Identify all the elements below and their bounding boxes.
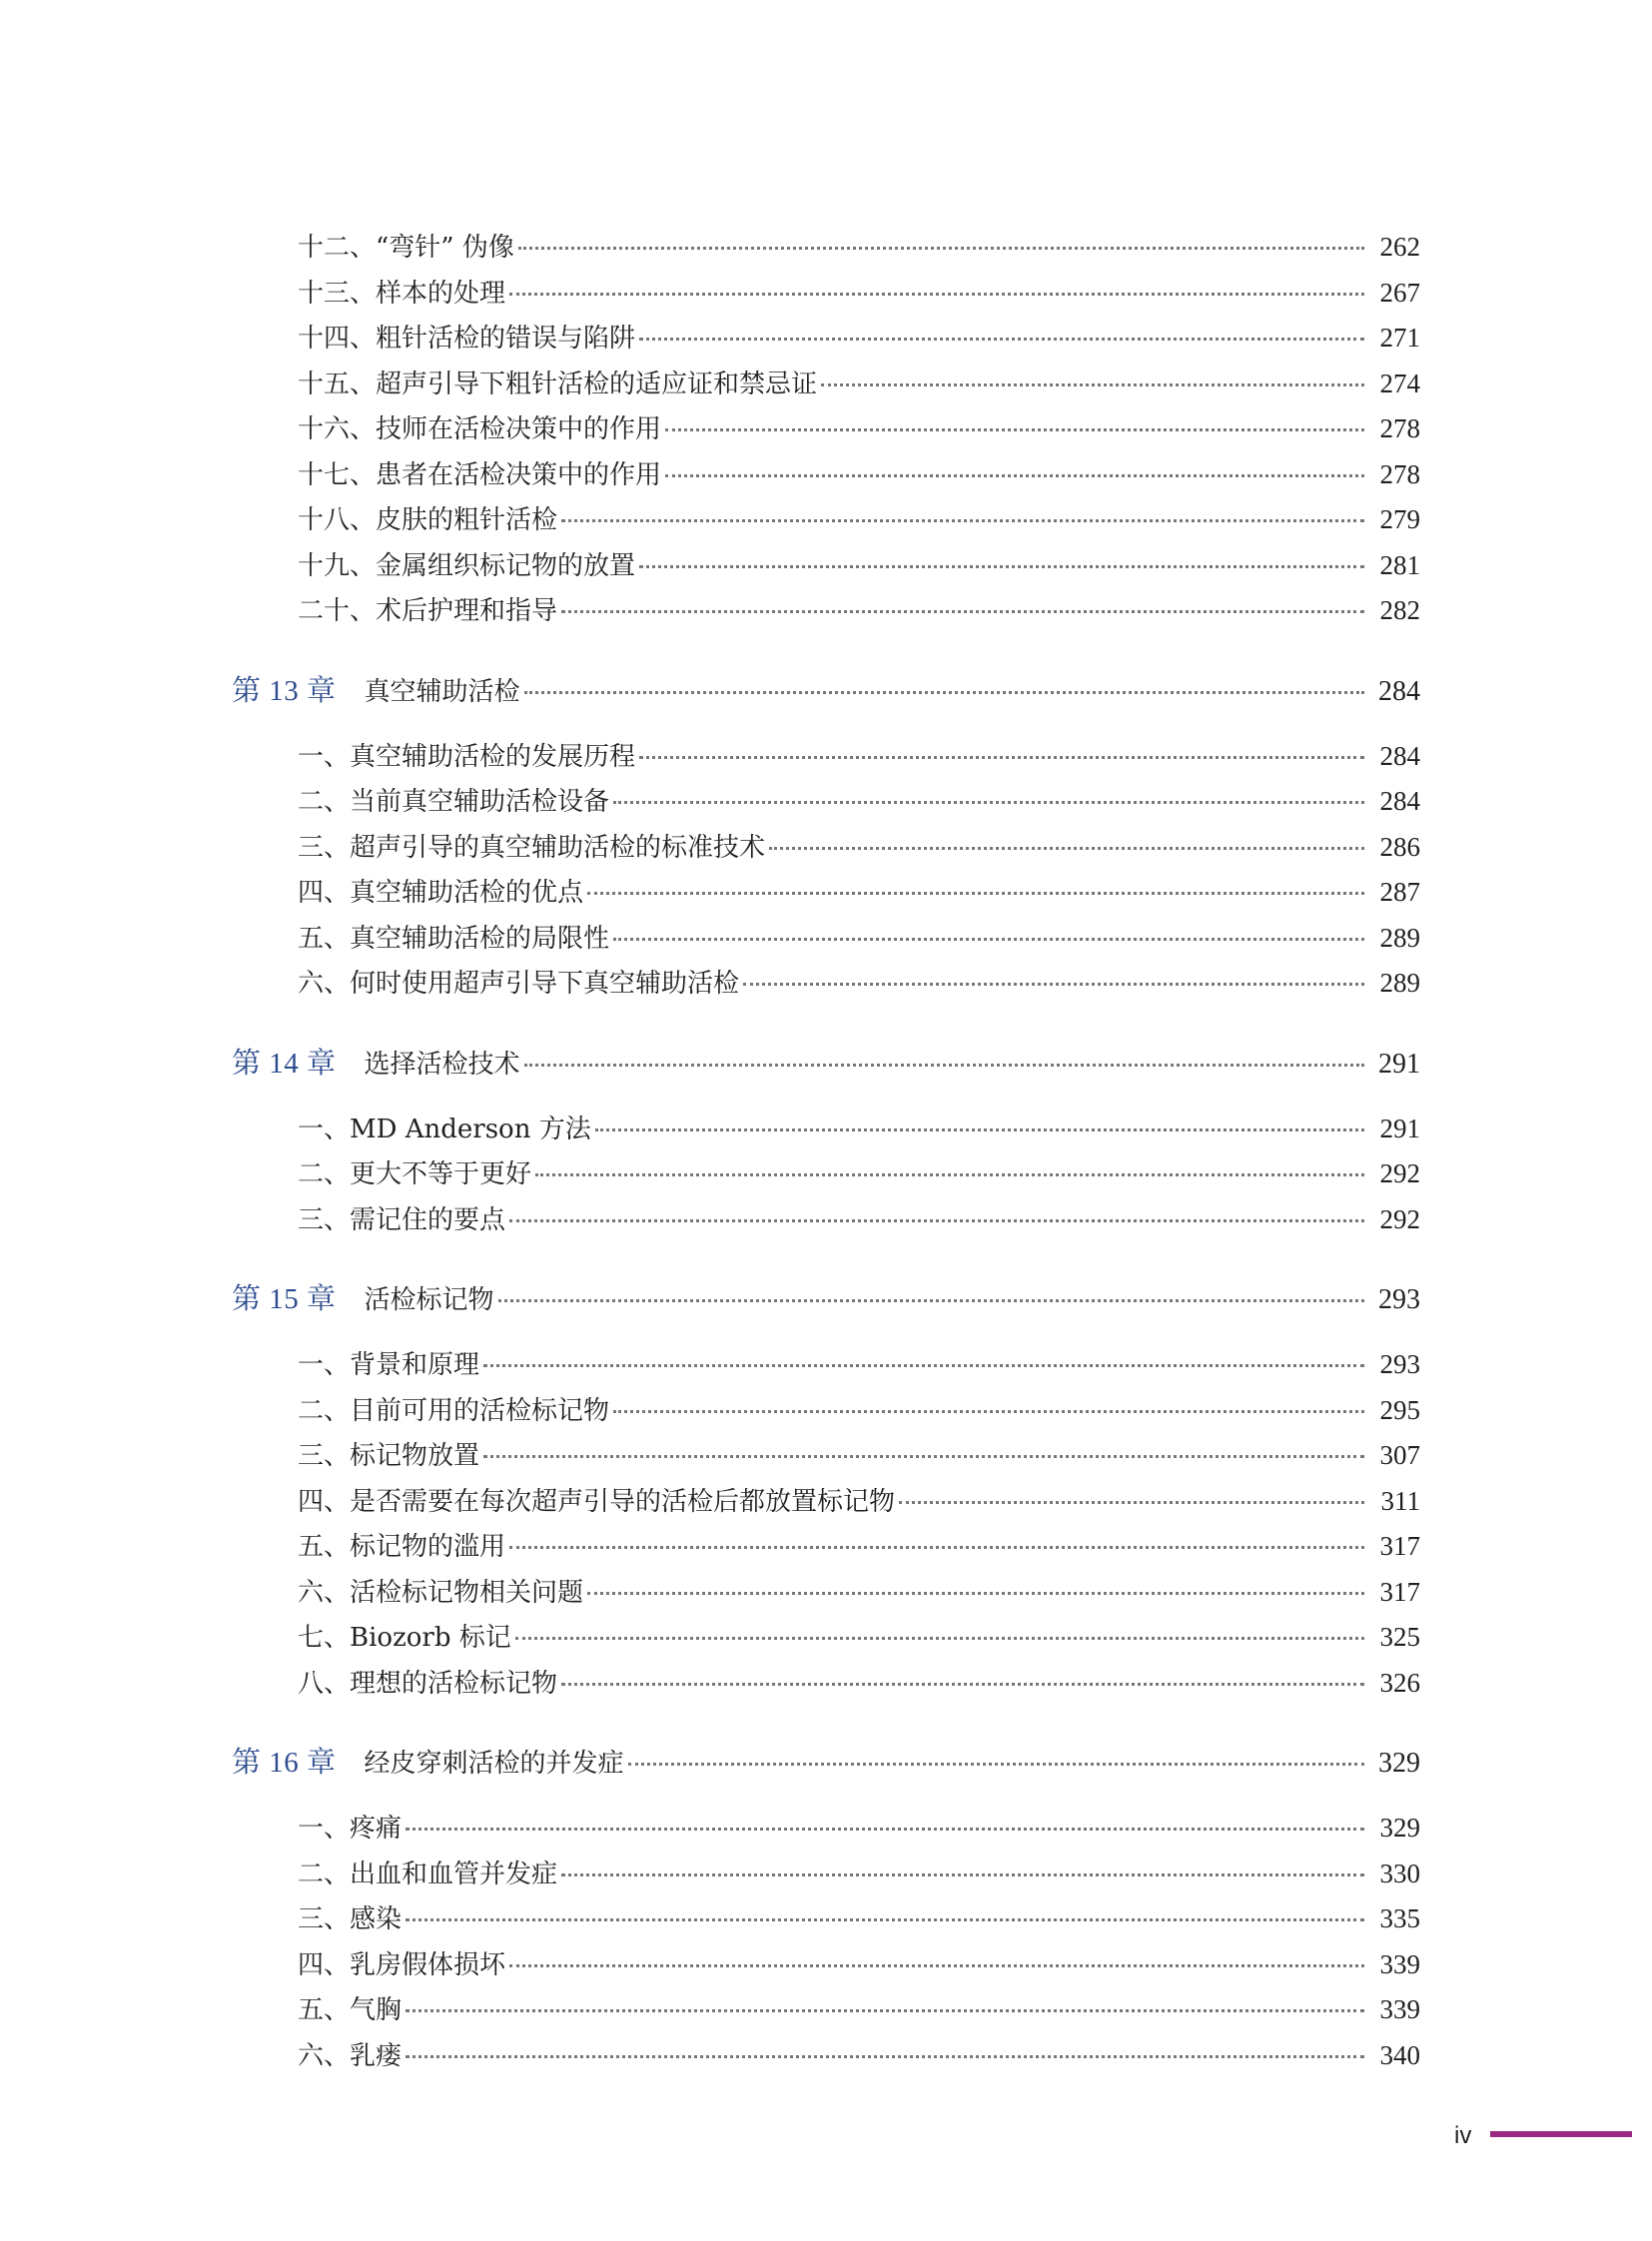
page-ref: 279: [1379, 504, 1420, 534]
dot-leader: [587, 892, 1364, 895]
page-ref: 317: [1379, 1531, 1420, 1561]
dot-leader: [821, 383, 1364, 386]
section-title: 三、感染: [298, 1904, 403, 1934]
page-ref: 284: [1379, 740, 1420, 771]
page-ref: 284: [1379, 786, 1420, 816]
page-ref: 282: [1379, 595, 1420, 625]
dot-leader: [406, 2009, 1364, 2012]
section-title: 六、活检标记物相关问题: [298, 1577, 584, 1608]
toc-section-entry[interactable]: [298, 1576, 1420, 1615]
chapter-number: 第 13 章: [232, 674, 337, 707]
toc-section-entry[interactable]: [298, 506, 1420, 542]
section-title: 二十、术后护理和指导: [298, 596, 558, 626]
toc-section-entry[interactable]: [298, 879, 1420, 915]
section-title: 四、乳房假体损坏: [298, 1949, 506, 1980]
dot-leader: [509, 293, 1364, 296]
section-title: 十五、超声引导下粗针活检的适应证和禁忌证: [298, 369, 818, 399]
page-ref: 284: [1378, 675, 1420, 707]
dot-leader: [561, 610, 1364, 613]
toc-section-entry[interactable]: [298, 277, 1420, 316]
page-ref: 292: [1379, 1203, 1420, 1234]
toc-section-entry[interactable]: [298, 1858, 1420, 1896]
dot-leader: [613, 801, 1364, 804]
toc-section-entry[interactable]: [298, 788, 1420, 824]
section-title: 五、标记物的滥用: [298, 1532, 506, 1562]
page-ref: 267: [1379, 277, 1420, 308]
dot-leader: [639, 756, 1364, 759]
section-title: 二、当前真空辅助活检设备: [298, 787, 610, 817]
section-title: 六、乳瘘: [298, 2040, 403, 2071]
toc-chapter-entry[interactable]: [232, 674, 1420, 715]
section-title: 十九、金属组织标记物的放置: [298, 550, 636, 581]
section-title: 五、真空辅助活检的局限性: [298, 923, 610, 954]
section-title: 三、需记住的要点: [298, 1204, 506, 1235]
page-ref: 311: [1380, 1485, 1420, 1516]
toc-chapter-entry[interactable]: [232, 1749, 1420, 1787]
toc-section-entry[interactable]: [298, 740, 1420, 779]
toc-section-entry[interactable]: [298, 458, 1420, 497]
page-ref: 295: [1379, 1394, 1420, 1425]
toc-section-entry[interactable]: [298, 1442, 1420, 1478]
footer-accent-bar: [1490, 2131, 1632, 2137]
section-title: 一、MD Anderson 方法: [298, 1114, 591, 1144]
page-ref: 262: [1379, 232, 1420, 262]
page-ref: 293: [1379, 1349, 1420, 1379]
chapter-title: 经皮穿刺活检的并发症: [364, 1749, 624, 1779]
dot-leader: [561, 1873, 1364, 1876]
section-title: 一、疼痛: [298, 1814, 403, 1844]
page-ref: 335: [1379, 1903, 1420, 1933]
dot-leader: [483, 1455, 1364, 1458]
chapter-number: 第 14 章: [232, 1047, 337, 1080]
page-ref: 291: [1378, 1048, 1420, 1080]
section-title: 十八、皮肤的粗针活检: [298, 505, 558, 535]
toc-section-entry[interactable]: [298, 1667, 1420, 1706]
section-title: 十四、粗针活检的错误与陷阱: [298, 324, 636, 354]
toc-section-entry[interactable]: [298, 922, 1420, 961]
section-title: 二、出血和血管并发症: [298, 1859, 558, 1889]
section-title: 三、标记物放置: [298, 1441, 480, 1471]
section-title: 三、超声引导的真空辅助活检的标准技术: [298, 832, 766, 863]
dot-leader: [587, 1592, 1364, 1595]
section-title: 十七、患者在活检决策中的作用: [298, 459, 662, 490]
dot-leader: [561, 1683, 1364, 1686]
toc-section-entry[interactable]: [298, 831, 1420, 870]
dot-leader: [769, 847, 1364, 850]
section-title: 八、理想的活检标记物: [298, 1668, 558, 1699]
page-ref: 291: [1379, 1113, 1420, 1143]
dot-leader: [406, 1828, 1364, 1831]
toc-section-entry[interactable]: [298, 1624, 1420, 1660]
dot-leader: [498, 1299, 1364, 1302]
page-ref: 317: [1379, 1576, 1420, 1607]
section-title: 五、气胸: [298, 1995, 403, 2025]
toc-chapter-entry[interactable]: [232, 1047, 1420, 1088]
page-ref: 340: [1379, 2039, 1420, 2070]
page-ref: 330: [1379, 1858, 1420, 1888]
chapter-title: 活检标记物: [364, 1285, 494, 1315]
section-title: 十三、样本的处理: [298, 278, 506, 309]
page-ref: 289: [1379, 968, 1420, 998]
page-ref: 293: [1378, 1284, 1420, 1315]
toc-section-entry[interactable]: [298, 1203, 1420, 1242]
page-ref: 307: [1379, 1440, 1420, 1470]
dot-leader: [515, 1637, 1364, 1640]
dot-leader: [524, 691, 1364, 694]
page-ref: 281: [1379, 549, 1420, 580]
dot-leader: [613, 1410, 1364, 1413]
toc-section-entry[interactable]: [298, 2039, 1420, 2078]
section-title: 七、Biozorb 标记: [298, 1623, 511, 1653]
page-ref: 289: [1379, 922, 1420, 953]
dot-leader: [509, 1219, 1364, 1222]
toc-section-entry[interactable]: [298, 368, 1420, 406]
dot-leader: [665, 428, 1364, 431]
toc-section-entry[interactable]: [298, 1533, 1420, 1569]
toc-section-entry[interactable]: [298, 1351, 1420, 1387]
section-title: 四、是否需要在每次超声引导的活检后都放置标记物: [298, 1486, 896, 1517]
page-ref: 278: [1379, 458, 1420, 489]
dot-leader: [613, 938, 1364, 941]
toc-section-entry[interactable]: [298, 1948, 1420, 1987]
toc-section-entry[interactable]: [298, 1160, 1420, 1196]
toc-section-entry[interactable]: [298, 1485, 1420, 1524]
section-title: 一、背景和原理: [298, 1350, 480, 1380]
toc-section-entry[interactable]: [298, 234, 1420, 270]
toc-section-entry[interactable]: [298, 1905, 1420, 1941]
page-ref: 339: [1379, 1994, 1420, 2024]
dot-leader: [639, 565, 1364, 568]
dot-leader: [665, 474, 1364, 477]
dot-leader: [509, 1546, 1364, 1549]
toc-section-entry[interactable]: [298, 1996, 1420, 2032]
page-ref: 329: [1378, 1748, 1420, 1779]
dot-leader: [639, 338, 1364, 341]
page-ref: 286: [1379, 831, 1420, 862]
section-title: 六、何时使用超声引导下真空辅助活检: [298, 969, 740, 999]
chapter-number: 第 16 章: [232, 1747, 337, 1779]
page-ref: 271: [1379, 323, 1420, 353]
dot-leader: [509, 1964, 1364, 1967]
section-title: 四、真空辅助活检的优点: [298, 878, 584, 908]
toc-section-entry[interactable]: [298, 325, 1420, 361]
section-title: 二、目前可用的活检标记物: [298, 1395, 610, 1426]
section-title: 二、更大不等于更好: [298, 1159, 532, 1189]
dot-leader: [899, 1501, 1364, 1504]
dot-leader: [518, 247, 1364, 250]
dot-leader: [483, 1364, 1364, 1367]
page-ref: 325: [1379, 1622, 1420, 1652]
dot-leader: [535, 1173, 1364, 1176]
toc-section-entry[interactable]: [298, 1113, 1420, 1151]
section-title: 十六、技师在活检决策中的作用: [298, 414, 662, 444]
page-ref: 339: [1379, 1948, 1420, 1979]
page-ref: 292: [1379, 1158, 1420, 1188]
dot-leader: [406, 2055, 1364, 2058]
toc-section-entry[interactable]: [298, 597, 1420, 633]
page-ref: 329: [1379, 1813, 1420, 1843]
dot-leader: [524, 1064, 1364, 1067]
page-ref: 278: [1379, 413, 1420, 443]
toc-section-entry[interactable]: [298, 549, 1420, 588]
chapter-title: 真空辅助活检: [364, 676, 520, 707]
toc-section-entry[interactable]: [298, 1394, 1420, 1433]
page-number: iv: [1454, 2122, 1472, 2149]
dot-leader: [595, 1128, 1364, 1131]
toc-section-entry[interactable]: [298, 1815, 1420, 1851]
dot-leader: [406, 1918, 1364, 1921]
chapter-title: 选择活检技术: [364, 1049, 520, 1080]
section-title: 十二、“弯针” 伪像: [298, 233, 514, 263]
dot-leader: [561, 519, 1364, 522]
toc-chapter-entry[interactable]: [232, 1285, 1420, 1323]
page-ref: 287: [1379, 877, 1420, 907]
chapter-number: 第 15 章: [232, 1283, 337, 1315]
dot-leader: [743, 983, 1364, 986]
dot-leader: [628, 1763, 1364, 1766]
toc-section-entry[interactable]: [298, 415, 1420, 451]
page-ref: 274: [1379, 368, 1420, 398]
page-ref: 326: [1379, 1667, 1420, 1698]
toc-section-entry[interactable]: [298, 970, 1420, 1006]
section-title: 一、真空辅助活检的发展历程: [298, 741, 636, 772]
